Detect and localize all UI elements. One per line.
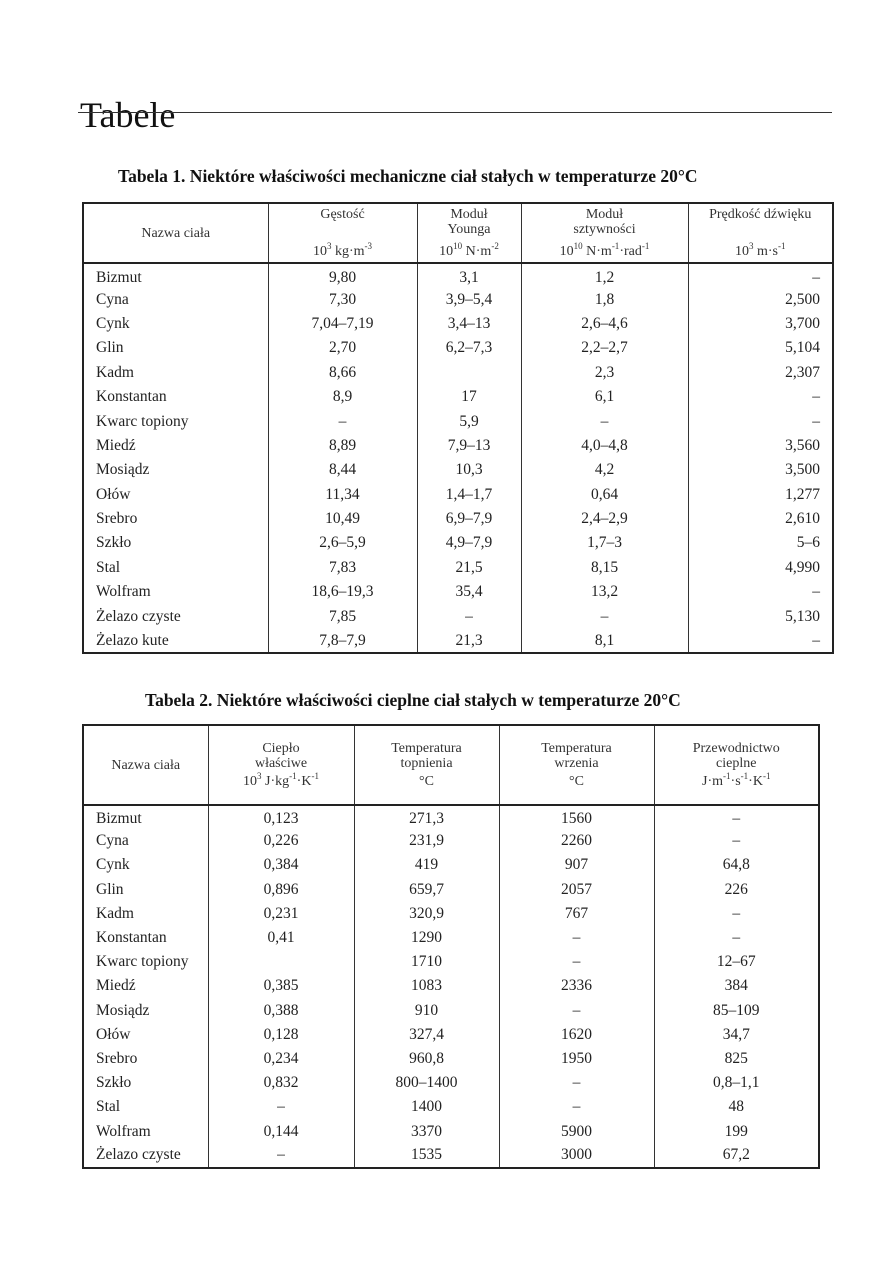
cell-young-modulus: 10,3 <box>417 458 521 482</box>
cell-melting-point: 1400 <box>354 1095 499 1119</box>
table-row <box>83 950 819 974</box>
cell-density: 8,89 <box>268 434 417 458</box>
cell-name: Stal <box>96 1098 121 1116</box>
table-row <box>83 336 833 360</box>
cell-young-modulus: 1,4–1,7 <box>417 483 521 507</box>
table-row <box>83 361 833 385</box>
table-row <box>83 902 819 926</box>
table1-header-row <box>83 203 833 263</box>
cell-boiling-point: – <box>499 926 654 950</box>
cell-thermal-conductivity: – <box>654 805 819 829</box>
cell-thermal-conductivity: 34,7 <box>654 1023 819 1047</box>
table2-header-boil-unit: °C <box>569 774 584 789</box>
cell-melting-point: 960,8 <box>354 1047 499 1071</box>
table-row <box>83 263 833 287</box>
cell-name: Żelazo czyste <box>96 1146 181 1164</box>
cell-shear-modulus: – <box>521 604 688 628</box>
cell-young-modulus: 21,5 <box>417 556 521 580</box>
table2-header-name: Nazwa ciała <box>83 725 208 805</box>
table1-header-young-label: Moduł Younga <box>447 207 491 237</box>
cell-thermal-conductivity: 825 <box>654 1047 819 1071</box>
cell-boiling-point: 1950 <box>499 1047 654 1071</box>
cell-boiling-point: 767 <box>499 902 654 926</box>
table2-header-conductivity-unit: $J\cdot m^{-1}\cdot s^{-1}\cdot K^{-1}$ <box>702 771 771 789</box>
cell-young-modulus: – <box>417 604 521 628</box>
table1-header-shear <box>521 203 688 263</box>
cell-thermal-conductivity: – <box>654 926 819 950</box>
cell-melting-point: 659,7 <box>354 878 499 902</box>
cell-specific-heat: 0,231 <box>208 902 354 926</box>
cell-melting-point: 1083 <box>354 974 499 998</box>
cell-shear-modulus: 2,4–2,9 <box>521 507 688 531</box>
table-row <box>83 507 833 531</box>
cell-name: Stal <box>96 558 121 576</box>
cell-thermal-conductivity: 85–109 <box>654 999 819 1023</box>
table2-caption: Tabela 2. Niektóre właściwości cieplne ciał stałych w temperaturze 20°C <box>145 690 681 710</box>
cell-name: Żelazo czyste <box>96 607 181 625</box>
cell-thermal-conductivity: 226 <box>654 878 819 902</box>
cell-name: Wolfram <box>96 583 151 601</box>
cell-density: 7,04–7,19 <box>268 312 417 336</box>
cell-boiling-point: – <box>499 999 654 1023</box>
cell-melting-point: 320,9 <box>354 902 499 926</box>
cell-shear-modulus: 2,6–4,6 <box>521 312 688 336</box>
cell-name: Bizmut <box>96 268 142 286</box>
cell-specific-heat: 0,144 <box>208 1119 354 1143</box>
cell-name: Srebro <box>96 510 138 528</box>
title-rule <box>78 112 832 113</box>
cell-name: Kwarc topiony <box>96 412 189 430</box>
table-row <box>83 1071 819 1095</box>
cell-sound-speed: 3,700 <box>688 312 833 336</box>
cell-shear-modulus: 13,2 <box>521 580 688 604</box>
cell-melting-point: 231,9 <box>354 829 499 853</box>
cell-density: 18,6–19,3 <box>268 580 417 604</box>
cell-boiling-point: 2057 <box>499 878 654 902</box>
cell-specific-heat: 0,896 <box>208 878 354 902</box>
cell-shear-modulus: 1,7–3 <box>521 531 688 555</box>
cell-young-modulus: 21,3 <box>417 629 521 653</box>
cell-sound-speed: 1,277 <box>688 483 833 507</box>
page-title: Tabele <box>80 95 176 136</box>
cell-boiling-point: – <box>499 950 654 974</box>
cell-sound-speed: 3,500 <box>688 458 833 482</box>
cell-specific-heat: 0,226 <box>208 829 354 853</box>
table-row <box>83 409 833 433</box>
cell-sound-speed: 3,560 <box>688 434 833 458</box>
table1-header-sound-unit: $10^3$ $m\cdot s^{-1}$ <box>735 241 786 259</box>
cell-name: Cyna <box>96 832 129 850</box>
cell-thermal-conductivity: 12–67 <box>654 950 819 974</box>
table1-header-density <box>268 203 417 263</box>
cell-thermal-conductivity: 199 <box>654 1119 819 1143</box>
cell-sound-speed: – <box>688 580 833 604</box>
cell-melting-point: 271,3 <box>354 805 499 829</box>
cell-name: Miedź <box>96 977 136 995</box>
table1-caption: Tabela 1. Niektóre właściwości mechaniczne ciał stałych w temperaturze 20°C <box>118 166 698 186</box>
table1-mechanical-properties <box>82 202 834 654</box>
table-row <box>83 556 833 580</box>
cell-shear-modulus: 8,1 <box>521 629 688 653</box>
table1-header-name: Nazwa ciała <box>83 203 268 263</box>
cell-specific-heat: – <box>208 1095 354 1119</box>
cell-melting-point: 3370 <box>354 1119 499 1143</box>
table1-header-density-unit: $10^3$ $kg\cdot m^{-3}$ <box>312 241 373 259</box>
table1-header-shear-unit: $10^{10}$ $N\cdot m^{-1}\cdot rad^{-1}$ <box>559 241 650 259</box>
table1-header-sound-label: Prędkość dźwięku <box>709 207 812 222</box>
table2-thermal-properties <box>82 724 820 1169</box>
cell-young-modulus: 7,9–13 <box>417 434 521 458</box>
cell-specific-heat <box>208 950 354 974</box>
cell-shear-modulus: 8,15 <box>521 556 688 580</box>
table-row <box>83 853 819 877</box>
cell-young-modulus: 6,2–7,3 <box>417 336 521 360</box>
cell-density: 7,8–7,9 <box>268 629 417 653</box>
table-row <box>83 458 833 482</box>
cell-shear-modulus: 2,2–2,7 <box>521 336 688 360</box>
table2-header-melt-label: Temperatura topnienia <box>391 741 462 771</box>
cell-specific-heat: 0,234 <box>208 1047 354 1071</box>
cell-name: Kwarc topiony <box>96 953 189 971</box>
cell-specific-heat: 0,123 <box>208 805 354 829</box>
cell-name: Cynk <box>96 314 130 332</box>
cell-melting-point: 910 <box>354 999 499 1023</box>
cell-sound-speed: 2,610 <box>688 507 833 531</box>
cell-thermal-conductivity: – <box>654 902 819 926</box>
cell-name: Bizmut <box>96 810 142 828</box>
table2-header-melt-unit: °C <box>419 774 434 789</box>
cell-melting-point: 1290 <box>354 926 499 950</box>
cell-name: Szkło <box>96 534 132 552</box>
table2-header-boil <box>499 725 654 805</box>
cell-name: Miedź <box>96 436 136 454</box>
cell-thermal-conductivity: 384 <box>654 974 819 998</box>
cell-young-modulus: 3,1 <box>417 263 521 287</box>
cell-sound-speed: – <box>688 263 833 287</box>
cell-specific-heat: 0,388 <box>208 999 354 1023</box>
table-row <box>83 1144 819 1168</box>
table2-header-conductivity <box>654 725 819 805</box>
table-row <box>83 999 819 1023</box>
table-row <box>83 385 833 409</box>
table1-header-sound <box>688 203 833 263</box>
cell-boiling-point: – <box>499 1071 654 1095</box>
cell-density: 2,70 <box>268 336 417 360</box>
table-row <box>83 1119 819 1143</box>
cell-shear-modulus: 4,0–4,8 <box>521 434 688 458</box>
table-row <box>83 805 819 829</box>
table-row <box>83 1095 819 1119</box>
cell-density: 8,66 <box>268 361 417 385</box>
cell-specific-heat: 0,41 <box>208 926 354 950</box>
table2-header-melt <box>354 725 499 805</box>
cell-boiling-point: – <box>499 1095 654 1119</box>
cell-density: 11,34 <box>268 483 417 507</box>
cell-name: Szkło <box>96 1074 132 1092</box>
cell-name: Ołów <box>96 1025 131 1043</box>
cell-young-modulus: 35,4 <box>417 580 521 604</box>
cell-young-modulus: 3,4–13 <box>417 312 521 336</box>
cell-thermal-conductivity: 67,2 <box>654 1144 819 1168</box>
table-row <box>83 926 819 950</box>
cell-shear-modulus: 1,2 <box>521 263 688 287</box>
cell-thermal-conductivity: – <box>654 829 819 853</box>
table-row <box>83 604 833 628</box>
table1-header-young-unit: $10^{10}$ $N\cdot m^{-2}$ <box>439 241 499 259</box>
table2-header-conductivity-label: Przewodnictwo cieplne <box>692 741 780 771</box>
cell-boiling-point: 3000 <box>499 1144 654 1168</box>
cell-sound-speed: 5,130 <box>688 604 833 628</box>
cell-shear-modulus: 0,64 <box>521 483 688 507</box>
table2-header-heat-label: Ciepło właściwe <box>254 741 308 771</box>
cell-melting-point: 1535 <box>354 1144 499 1168</box>
table1-header-young <box>417 203 521 263</box>
cell-name: Ołów <box>96 485 131 503</box>
cell-thermal-conductivity: 48 <box>654 1095 819 1119</box>
cell-name: Wolfram <box>96 1122 151 1140</box>
cell-thermal-conductivity: 0,8–1,1 <box>654 1071 819 1095</box>
table-row <box>83 974 819 998</box>
cell-young-modulus: 3,9–5,4 <box>417 287 521 311</box>
table1-header-shear-label: Moduł sztywności <box>573 207 636 237</box>
cell-shear-modulus: 2,3 <box>521 361 688 385</box>
cell-melting-point: 419 <box>354 853 499 877</box>
cell-boiling-point: 5900 <box>499 1119 654 1143</box>
cell-shear-modulus: 1,8 <box>521 287 688 311</box>
cell-name: Srebro <box>96 1049 138 1067</box>
cell-density: 2,6–5,9 <box>268 531 417 555</box>
table-row <box>83 829 819 853</box>
cell-name: Mosiądz <box>96 1001 150 1019</box>
table-row <box>83 629 833 653</box>
cell-shear-modulus: – <box>521 409 688 433</box>
cell-boiling-point: 1620 <box>499 1023 654 1047</box>
cell-sound-speed: – <box>688 409 833 433</box>
cell-name: Konstantan <box>96 929 167 947</box>
cell-specific-heat: 0,385 <box>208 974 354 998</box>
table2-header-boil-label: Temperatura wrzenia <box>541 741 612 771</box>
table-row <box>83 878 819 902</box>
cell-density: 7,83 <box>268 556 417 580</box>
cell-boiling-point: 907 <box>499 853 654 877</box>
cell-shear-modulus: 4,2 <box>521 458 688 482</box>
cell-name: Konstantan <box>96 388 167 406</box>
cell-young-modulus: 17 <box>417 385 521 409</box>
cell-sound-speed: 2,500 <box>688 287 833 311</box>
cell-specific-heat: – <box>208 1144 354 1168</box>
cell-specific-heat: 0,128 <box>208 1023 354 1047</box>
table-row <box>83 483 833 507</box>
cell-specific-heat: 0,384 <box>208 853 354 877</box>
cell-density: 9,80 <box>268 263 417 287</box>
cell-name: Kadm <box>96 904 134 922</box>
cell-melting-point: 800–1400 <box>354 1071 499 1095</box>
table2-header-row <box>83 725 819 805</box>
cell-name: Glin <box>96 339 124 357</box>
cell-boiling-point: 2260 <box>499 829 654 853</box>
cell-young-modulus: 5,9 <box>417 409 521 433</box>
cell-name: Glin <box>96 880 124 898</box>
table-row <box>83 287 833 311</box>
cell-density: 10,49 <box>268 507 417 531</box>
cell-density: – <box>268 409 417 433</box>
table-row <box>83 1047 819 1071</box>
cell-boiling-point: 2336 <box>499 974 654 998</box>
cell-density: 8,44 <box>268 458 417 482</box>
cell-young-modulus: 6,9–7,9 <box>417 507 521 531</box>
cell-name: Cyna <box>96 290 129 308</box>
cell-sound-speed: 2,307 <box>688 361 833 385</box>
cell-young-modulus: 4,9–7,9 <box>417 531 521 555</box>
table2-header-heat-unit: $10^3$ $J\cdot kg^{-1}\cdot K^{-1}$ <box>243 771 319 789</box>
table1-header-density-label: Gęstość <box>320 207 365 222</box>
cell-melting-point: 327,4 <box>354 1023 499 1047</box>
cell-boiling-point: 1560 <box>499 805 654 829</box>
cell-name: Mosiądz <box>96 461 150 479</box>
table-row <box>83 434 833 458</box>
cell-sound-speed: 5–6 <box>688 531 833 555</box>
cell-sound-speed: – <box>688 385 833 409</box>
cell-thermal-conductivity: 64,8 <box>654 853 819 877</box>
cell-density: 7,30 <box>268 287 417 311</box>
cell-sound-speed: – <box>688 629 833 653</box>
cell-name: Żelazo kute <box>96 631 169 649</box>
cell-shear-modulus: 6,1 <box>521 385 688 409</box>
cell-name: Cynk <box>96 856 130 874</box>
cell-specific-heat: 0,832 <box>208 1071 354 1095</box>
table2-header-heat <box>208 725 354 805</box>
table-row <box>83 1023 819 1047</box>
cell-sound-speed: 4,990 <box>688 556 833 580</box>
cell-melting-point: 1710 <box>354 950 499 974</box>
table-row <box>83 580 833 604</box>
cell-name: Kadm <box>96 363 134 381</box>
cell-sound-speed: 5,104 <box>688 336 833 360</box>
cell-density: 8,9 <box>268 385 417 409</box>
cell-density: 7,85 <box>268 604 417 628</box>
table-row <box>83 312 833 336</box>
table-row <box>83 531 833 555</box>
cell-young-modulus <box>417 361 521 385</box>
